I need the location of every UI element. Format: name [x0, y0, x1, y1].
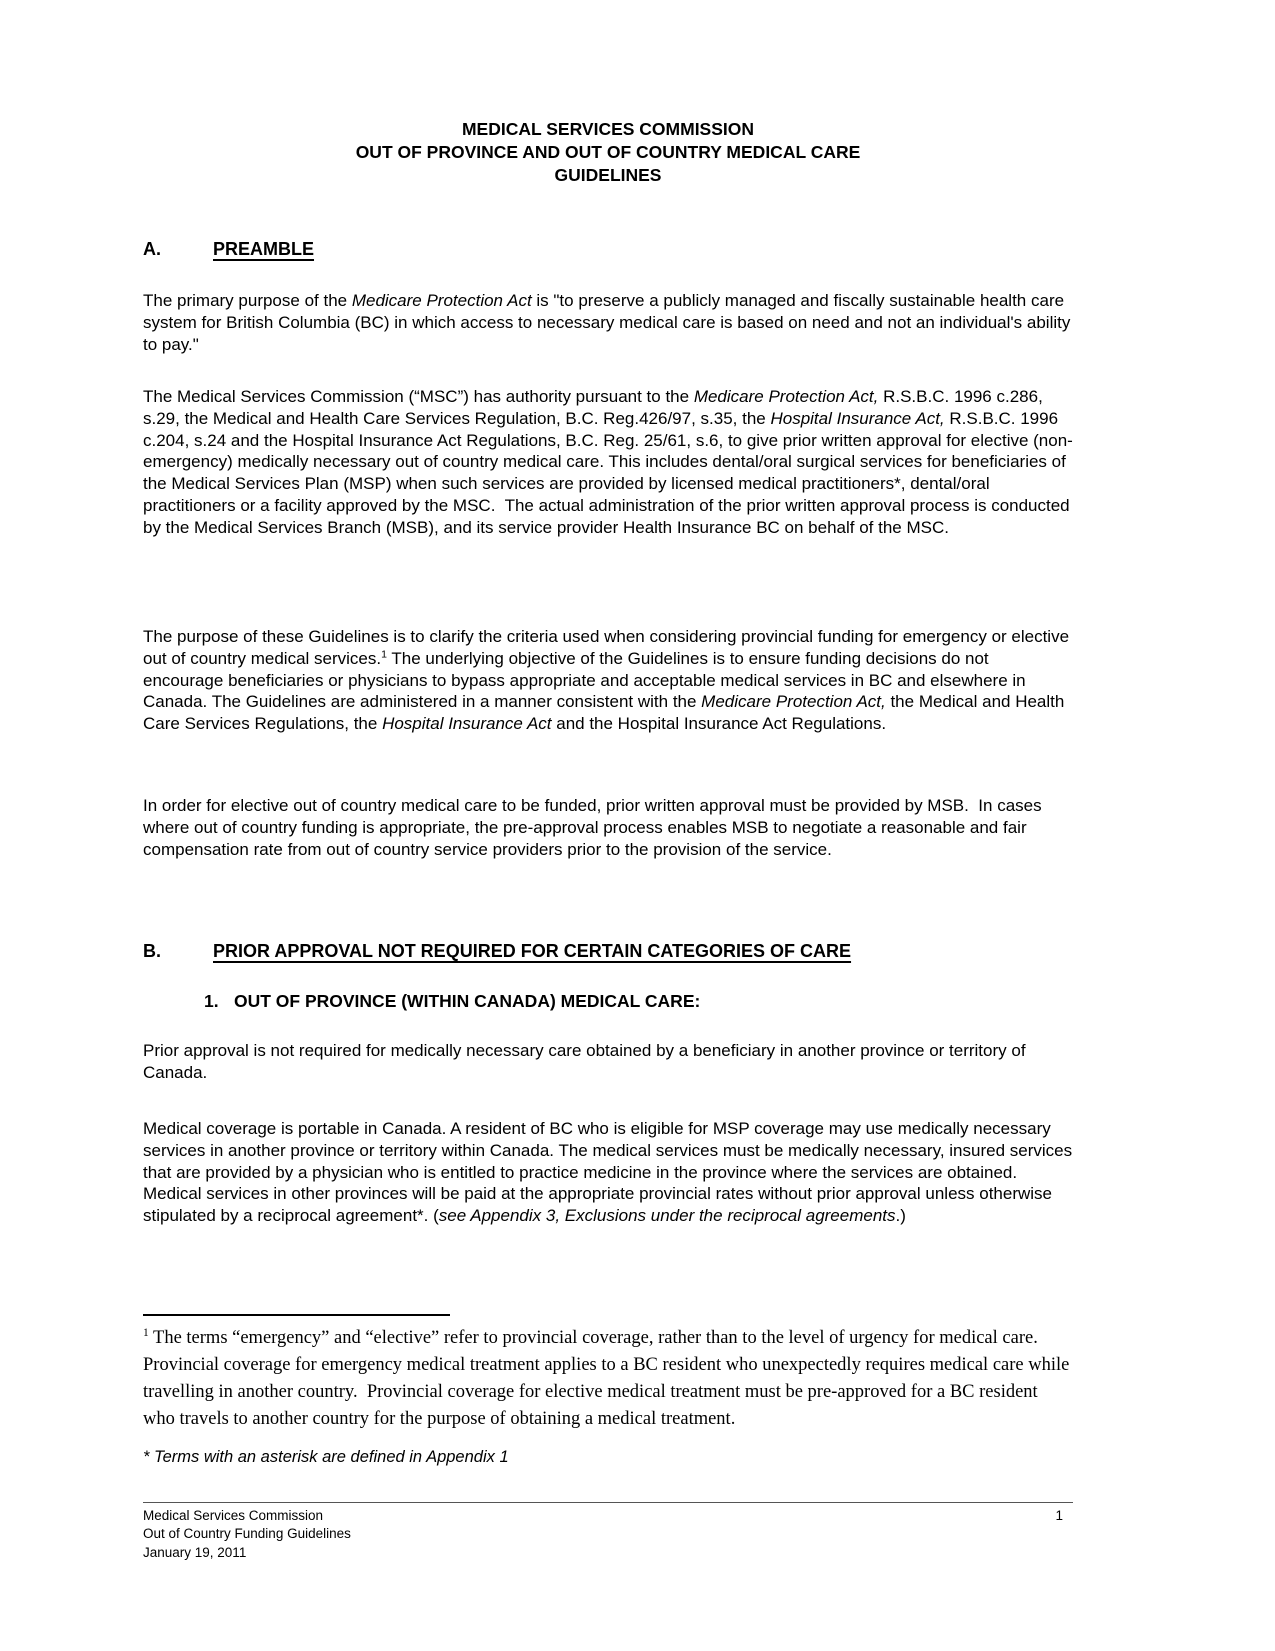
section-b-label: PRIOR APPROVAL NOT REQUIRED FOR CERTAIN CATEGORIES OF CARE [213, 941, 852, 961]
section-b-letter: B. [143, 941, 161, 961]
footnote-1: $^1$ The terms “emergency” and “elective” refer to provincial coverage, rather than to the level of urgency for medical care. Provincial coverage for emergency medical treatment applies to a BC resident who unexpectedly requires medical care while travelling in another country. Provincial coverage for elective medical treatment must be pre-approved for a BC resident who travels to another country for the purpose of obtaining a medical treatment. [143, 1326, 1074, 1429]
subsection-b1-heading [204, 990, 1073, 1012]
section-b-heading [143, 940, 1073, 962]
section-a-label: PREAMBLE [213, 239, 315, 259]
paragraph-primary-purpose: The primary purpose of the Medicare Protection Act is "to preserve a publicly managed and fiscally sustainable health care system for British Columbia (BC) in which access to necessary medical care is based on need and not an individual's ability to pay." [143, 291, 1076, 354]
footer-doc-subtitle: Out of Country Funding Guidelines [143, 1526, 351, 1542]
paragraph-out-of-province-intro: Prior approval is not required for medically necessary care obtained by a beneficiary in another province or territory of Canada. [143, 1041, 1031, 1082]
section-a-heading [143, 238, 1073, 260]
footnote-separator [143, 1314, 450, 1316]
footer-date: January 19, 2011 [143, 1544, 247, 1560]
subsection-b1-label: OUT OF PROVINCE (WITHIN CANADA) MEDICAL CARE: [234, 991, 701, 1011]
document-title [143, 118, 1073, 187]
paragraph-portability: Medical coverage is portable in Canada. A resident of BC who is eligible for MSP coverage may use medically necessary services in another province or territory within Canada. The medical services must be medically necessary, insured services that are provided by a physician who is entitled to practice medicine in the province where the services are obtained. Medical services in other provinces will be paid at the appropriate provincial rates without prior approval unless otherwise stipulated by a reciprocal agreement*. (see Appendix 3, Exclusions under the reciprocal agreements.) [143, 1119, 1077, 1226]
paragraph-msc-authority: The Medical Services Commission (“MSC”) has authority pursuant to the Medicare Protection Act, R.S.B.C. 1996 c.286, s.29, the Medical and Health Care Services Regulation, B.C. Reg.426/97, s.35, the Hospital Insurance Act, R.S.B.C. 1996 c.204, s.24 and the Hospital Insurance Act Regulations, B.C. Reg. 25/61, s.6, to give prior written approval for elective (non-emergency) medically necessary out of country medical care. This includes dental/oral surgical services for beneficiaries of the Medical Services Plan (MSP) when such services are provided by licensed medical practitioners*, dental/oral practitioners or a facility approved by the MSC. The actual administration of the prior written approval process is conducted by the Medical Services Branch (MSB), and its service provider Health Insurance BC on behalf of the MSC. [143, 387, 1075, 537]
asterisk-note: * Terms with an asterisk are defined in Appendix 1 [143, 1448, 509, 1466]
paragraph-guidelines-purpose: The purpose of these Guidelines is to clarify the criteria used when considering provincial funding for emergency or elective out of country medical services.$^1$ The underlying objective of the Guidelines is to ensure funding decisions do not encourage beneficiaries or physicians to bypass appropriate and acceptable medical services in BC and elsewhere in Canada. The Guidelines are administered in a manner consistent with the Medicare Protection Act, the Medical and Health Care Services Regulations, the Hospital Insurance Act and the Hospital Insurance Act Regulations. [143, 627, 1074, 734]
subsection-b1-number: 1. [204, 991, 219, 1011]
page-footer [143, 1507, 1073, 1562]
footer-doc-name: Medical Services Commission [143, 1508, 324, 1523]
title-line-2: OUT OF PROVINCE AND OUT OF COUNTRY MEDICAL CARE [355, 142, 861, 162]
title-line-3: GUIDELINES [554, 165, 662, 185]
page-number: 1 [1055, 1508, 1063, 1523]
title-line-1: MEDICAL SERVICES COMMISSION [461, 119, 755, 139]
section-a-letter: A. [143, 239, 161, 259]
paragraph-prior-approval-funding: In order for elective out of country medical care to be funded, prior written approval must be provided by MSB. In cases where out of country funding is appropriate, the pre-approval process enables MSB to negotiate a reasonable and fair compensation rate from out of country service providers prior to the provision of the service. [143, 796, 1047, 859]
footer-rule [143, 1502, 1073, 1503]
